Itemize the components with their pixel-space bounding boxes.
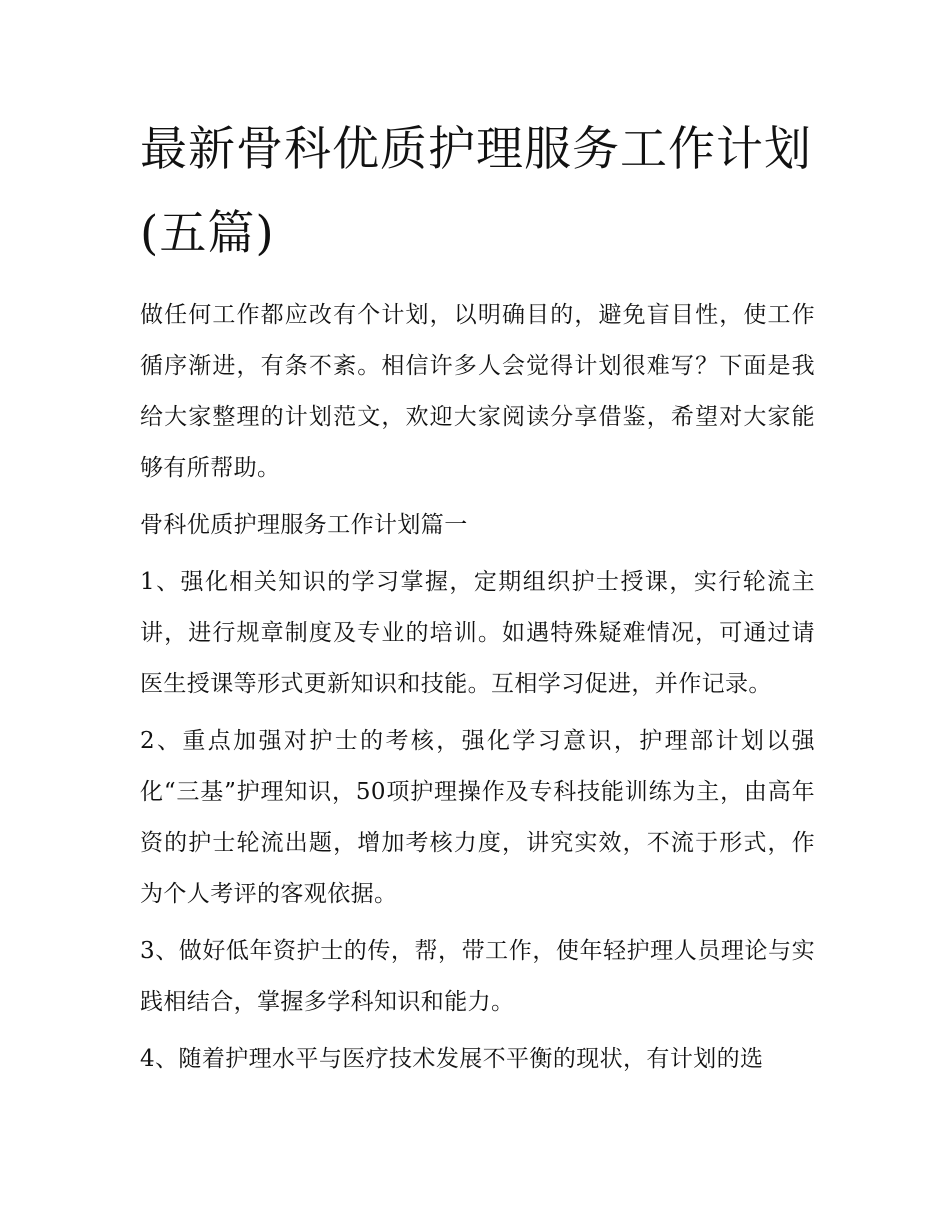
- list-item: 2、重点加强对护士的考核，强化学习意识，护理部计划以强化“三基”护理知识，50项护理操作及专科技能训练为主，由高年资的护士轮流出题，增加考核力度，讲究实效，不流于形式，作为个人考评的客观依据。: [140, 728, 815, 907]
- list-item: 3、做好低年资护士的传，帮，带工作，使年轻护理人员理论与实践相结合，掌握多学科知识和能力。: [140, 938, 815, 1015]
- document-title: 最新骨科优质护理服务工作计划(五篇): [140, 122, 812, 261]
- list-item: 1、强化相关知识的学习掌握，定期组织护士授课，实行轮流主讲，进行规章制度及专业的培训。如遇特殊疑难情况，可通过请医生授课等形式更新知识和技能。互相学习促进，并作记录。: [140, 569, 815, 697]
- intro-paragraph: 做任何工作都应改有个计划，以明确目的，避免盲目性，使工作循序渐进，有条不紊。相信许多人会觉得计划很难写？下面是我给大家整理的计划范文，欢迎大家阅读分享借鉴，希望对大家能够有所帮助。: [140, 302, 815, 481]
- section-heading: 骨科优质护理服务工作计划篇一: [140, 512, 468, 538]
- document-page: [140, 108, 815, 1085]
- list-item: 4、随着护理水平与医疗技术发展不平衡的现状，有计划的选: [140, 1046, 764, 1072]
